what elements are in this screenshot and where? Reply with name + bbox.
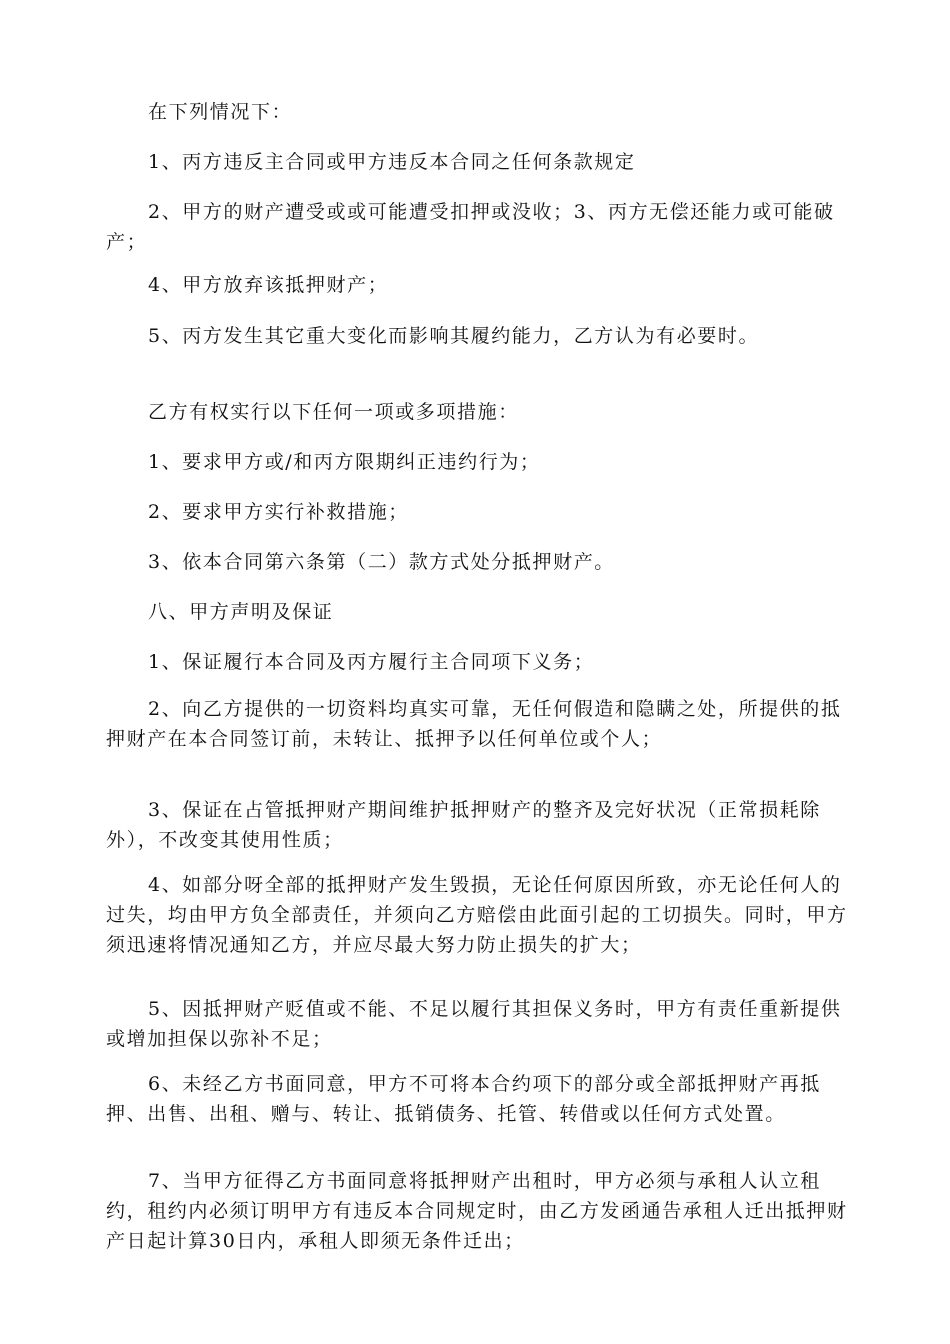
paragraph-intro: 在下列情况下： — [148, 101, 293, 123]
section-heading: 八、甲方声明及保证 — [148, 601, 334, 623]
paragraph-measure-1: 1、要求甲方或/和丙方限期纠正违约行为； — [148, 451, 541, 473]
paragraph-condition-1: 1、丙方违反主合同或甲方违反本合同之任何条款规定 — [148, 151, 636, 173]
paragraph-measure-2: 2、要求甲方实行补救措施； — [148, 501, 409, 523]
paragraph-condition-2-3: 2、甲方的财产遭受或或可能遭受扣押或没收；3、丙方无偿还能力或可能破产； — [106, 201, 835, 253]
paragraph-warranty-6: 6、未经乙方书面同意，甲方不可将本合约项下的部分或全部抵押财产再抵押、出售、出租、赠与、转让、抵销债务、托管、转借或以任何方式处置。 — [106, 1073, 821, 1125]
paragraph-condition-4: 4、甲方放弃该抵押财产； — [148, 274, 389, 296]
paragraph-warranty-4: 4、如部分呀全部的抵押财产发生毁损，无论任何原因所致，亦无论任何人的过失，均由甲方负全部责任，并须向乙方赔偿由此面引起的工切损失。同时，甲方须迅速将情况通知乙方，并应尽最大努力防止损失的扩大； — [106, 874, 848, 956]
paragraph-warranty-2: 2、向乙方提供的一切资料均真实可靠，无任何假造和隐瞒之处，所提供的抵押财产在本合同签订前，未转让、抵押予以任何单位或个人； — [106, 698, 842, 750]
paragraph-warranty-7: 7、当甲方征得乙方书面同意将抵押财产出租时，甲方必须与承租人认立租约，租约内必须订明甲方有违反本合同规定时，由乙方发函通告承租人迁出抵押财产日起计算30日内，承租人即须无条件迁出； — [106, 1170, 848, 1252]
paragraph-warranty-3: 3、保证在占管抵押财产期间维护抵押财产的整齐及完好状况（正常损耗除外），不改变其使用性质； — [106, 799, 821, 851]
paragraph-measure-3: 3、依本合同第六条第（二）款方式处分抵押财产。 — [148, 551, 615, 573]
paragraph-condition-5: 5、丙方发生其它重大变化而影响其履约能力，乙方认为有必要时。 — [148, 325, 760, 347]
paragraph-warranty-1: 1、保证履行本合同及丙方履行主合同项下义务； — [148, 651, 595, 673]
paragraph-warranty-5: 5、因抵押财产贬值或不能、不足以履行其担保义务时，甲方有责任重新提供或增加担保以弥补不足； — [106, 998, 842, 1050]
paragraph-measures-intro: 乙方有权实行以下任何一项或多项措施： — [148, 401, 519, 423]
